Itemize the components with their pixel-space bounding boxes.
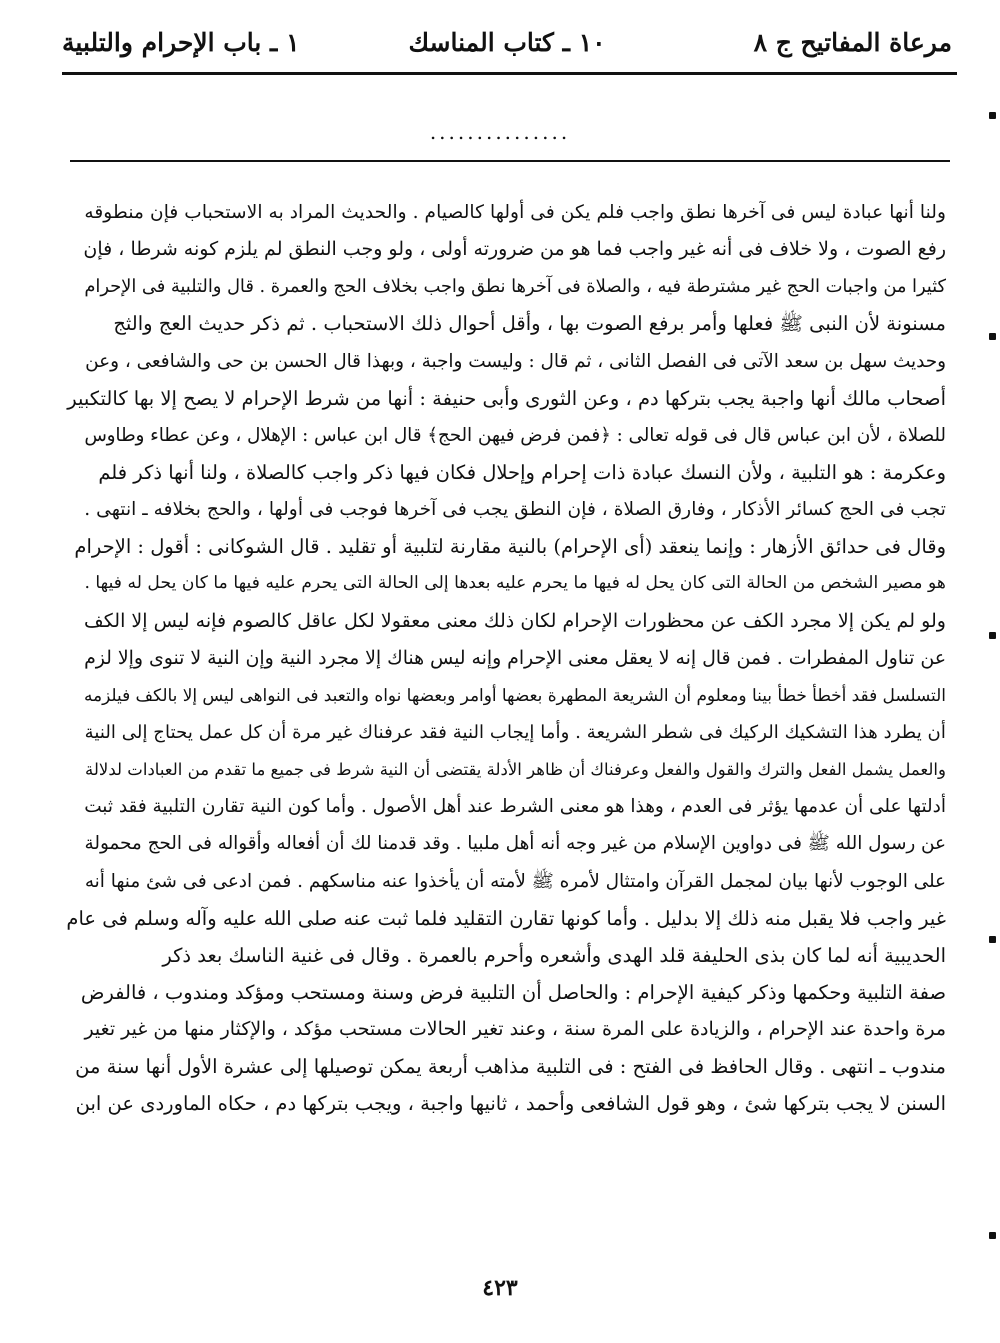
running-header xyxy=(62,28,952,68)
margin-mark xyxy=(989,1232,996,1239)
page-number: ٤٢٣ xyxy=(482,1275,518,1301)
text-line: هو مصير الشخص من الحالة التى كان يحل له فيها ما يحرم عليه بعدها إلى الحالة التى يحرم عليه فيها ما كان يحل له فيها . xyxy=(84,573,946,594)
text-line: أن يطرد هذا التشكيك الركيك فى شطر الشريعة . وأما إيجاب النية فقد عرفناك غير مرة أن كل عمل يحتاج إلى النية xyxy=(84,721,946,743)
margin-mark xyxy=(989,632,996,639)
text-line: عن رسول الله ﷺ فى دواوين الإسلام من غير وجه أنه أهل ملبيا . وقد قدمنا لك أن أفعاله وأقواله فى الحج محمولة xyxy=(84,833,946,855)
text-line: ولنا أنها عبادة ليس فى آخرها نطق واجب فلم يكن فى أولها كالصيام . والحديث المراد به الاستحباب فإن منطوقه xyxy=(84,202,946,223)
text-line: كثيرا من واجبات الحج غير مشترطة فيه ، والصلاة فى آخرها نطق واجب بخلاف الحج والعمرة . قال والتلبية فى الإحرام xyxy=(84,276,946,298)
text-line: الحديبية أنه لما كان بذى الحليفة قلد الهدى وأشعره وأحرم بالعمرة . وقال فى غنية الناسك بعد ذكر xyxy=(162,943,946,967)
dotted-separator: ............... xyxy=(429,120,571,144)
text-line: مسنونة لأن النبى ﷺ فعلها وأمر برفع الصوت بها ، وأقل أحوال ذلك الاستحباب . ثم ذكر حديث العج والثج xyxy=(113,312,946,336)
header-chapter: ١٠ ـ كتاب المناسك xyxy=(408,28,606,57)
margin-mark xyxy=(989,333,996,340)
text-line: أصحاب مالك أنها واجبة يجب بتركها دم ، وعن الثورى وأبى حنيفة : أنها من شرط الإحرام لا يصح إلا بها كالتكبير xyxy=(67,386,946,410)
text-line: وقال فى حدائق الأزهار : وإنما ينعقد (أى الإحرام) بالنية مقارنة لتلبية أو تقليد . قال الشوكانى : أقول : الإحرام xyxy=(74,535,946,559)
text-line: السنن لا يجب بتركها شئ ، وهو قول الشافعى وأحمد ، ثانيها واجبة ، ويجب بتركها دم ، حكاه الماوردى عن ابن xyxy=(75,1092,946,1116)
text-line: للصلاة ، لأن ابن عباس قال فى قوله تعالى : ﴿فمن فرض فيهن الحج﴾ قال ابن عباس : الإهلال ، وعن عطاء وطاوس xyxy=(84,424,946,446)
header-section: ١ ـ باب الإحرام والتلبية xyxy=(62,28,300,57)
text-line: أدلتها على أن عدمها يؤثر فى العدم ، وهذا هو معنى الشرط عند أهل الأصول . وأما كون النية تقارن التلبية فقد ثبت xyxy=(84,796,946,818)
header-rule xyxy=(62,72,957,75)
text-line: صفة التلبية وحكمها وذكر كيفية الإحرام : والحاصل أن التلبية فرض وسنة ومستحب ومؤكد ومندوب ، فالفرض xyxy=(80,980,946,1004)
text-line: غير واجب فلا يقبل منه ذلك إلا بدليل . وأما كونها تقارن التقليد فلما ثبت عنه صلى الله عليه وآله وسلم فى عام xyxy=(66,906,946,930)
text-line: مندوب ـ انتهى . وقال الحافظ فى الفتح : فى التلبية مذاهب أربعة يمكن توصيلها إلى عشرة الأول أنها سنة من xyxy=(75,1055,946,1079)
text-line: على الوجوب لأنها بيان لمجمل القرآن وامتثال لأمره ﷺ لأمته أن يأخذوا عنه مناسكهم . فمن ادعى فى شئ منها أنه xyxy=(84,870,946,892)
text-line: وعكرمة : هو التلبية ، ولأن النسك عبادة ذات إحرام وإحلال فكان فيها ذكر واجب كالصلاة ، ولنا أنها ذكر فلم xyxy=(98,460,946,484)
margin-mark xyxy=(989,112,996,119)
text-line: عن تناول المفطرات . فمن قال إنه لا يعقل معنى الإحرام وإنه ليس هناك إلا مجرد النية وإن النية لا تنوى وإلا لزم xyxy=(84,647,946,669)
text-line: مرة واحدة عند الإحرام ، والزيادة على المرة سنة ، وعند تغير الحالات مستحب مؤكد ، والإكثار منها من غير تغير xyxy=(84,1018,946,1041)
text-line: التسلسل فقد أخطأ خطأ بينا ومعلوم أن الشريعة المطهرة بعضها أوامر وبعضها نواه والتعبد فى النواهى ليس إلا بالكف فيلزمه xyxy=(83,684,946,705)
margin-mark xyxy=(989,936,996,943)
main-text xyxy=(66,194,946,1123)
text-line: رفع الصوت ، ولا خلاف فى أنه غير واجب فما هو من ضرورته أولى ، ولو وجب النطق لم يلزم كونه شرطا ، فإن xyxy=(83,238,946,261)
text-line: ولو لم يكن إلا مجرد الكف عن محظورات الإحرام لكان ذلك معنى معقولا لكل عاقل كالصوم فإنه ليس إلا الكف xyxy=(83,609,946,632)
text-line: وحديث سهل بن سعد الآتى فى الفصل الثانى ، ثم قال : وليست واجبة ، وبهذا قال الحسن بن حى والشافعى ، وعن xyxy=(85,350,946,372)
section-rule xyxy=(70,160,950,162)
text-line: تجب فى الحج كسائر الأذكار ، وفارق الصلاة ، فإن النطق يجب فى آخرها فوجب فى أولها ، والحج بخلافه ـ انتهى . xyxy=(84,499,946,521)
text-line: والعمل يشمل الفعل والترك والقول والفعل وعرفناك أن ظاهر الأدلة يقتضى أن النية شرط فى جميع ما تقدم من العبادات لدلالة xyxy=(85,760,946,780)
header-book-title: مرعاة المفاتيح ج ٨ xyxy=(753,28,952,57)
